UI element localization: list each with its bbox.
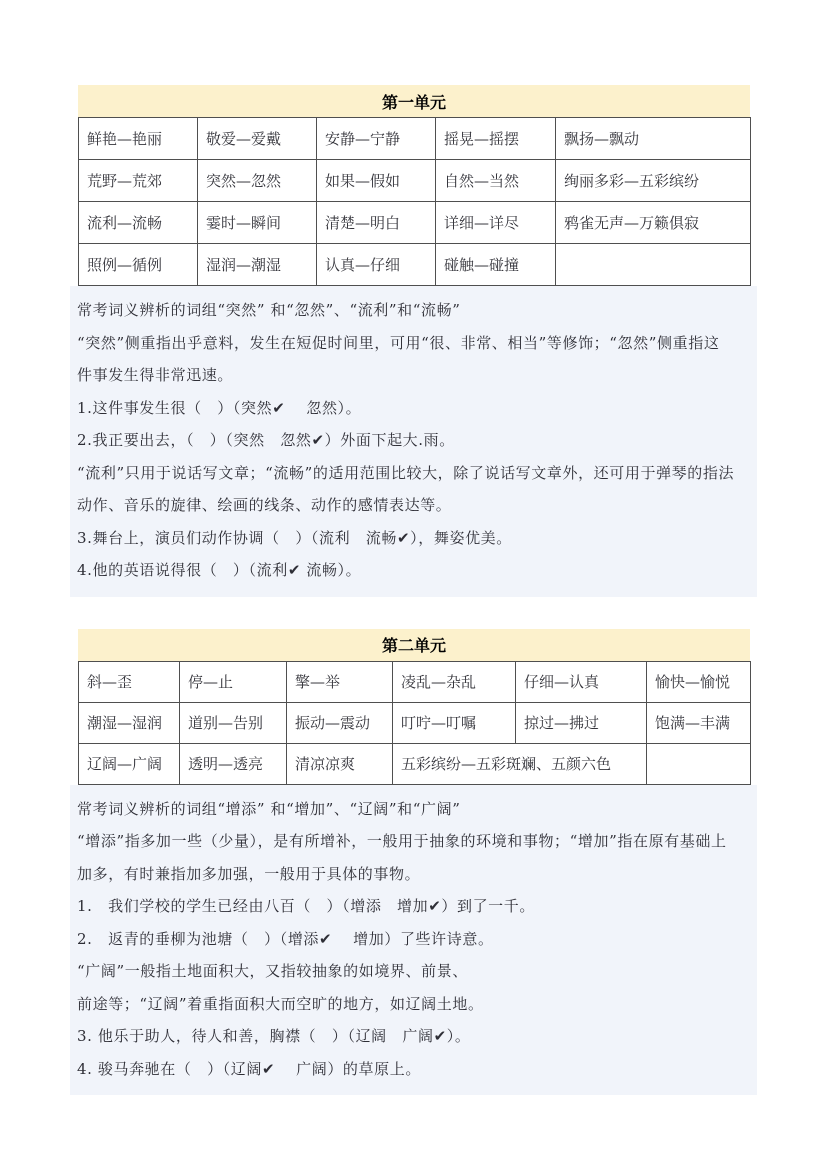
table-row (79, 743, 751, 784)
unit1-header (78, 85, 750, 117)
unit1-notes-panel (70, 286, 757, 597)
table-cell: 霎时—瞬间 (198, 202, 317, 244)
note-line: “广阔”一般指土地面积大，又指较抽象的如境界、前景、 (77, 962, 468, 980)
note-line: 3. 他乐于助人，待人和善，胸襟（ ）（辽阔 广阔✔）。 (77, 1027, 471, 1045)
note-line: 前途等；“辽阔”着重指面积大而空旷的地方，如辽阔土地。 (77, 994, 484, 1013)
table-cell: 鸦雀无声—万籁俱寂 (556, 202, 751, 244)
table-cell: 认真—仔细 (317, 244, 436, 286)
table-cell: 绚丽多彩—五彩缤纷 (556, 160, 751, 202)
note-line: 4.他的英语说得很（ ）（流利✔ 流畅）。 (77, 561, 362, 579)
unit2-title: 第二单元 (381, 636, 446, 655)
unit2-notes-panel (70, 785, 757, 1096)
note-line: 2. 返青的垂柳为池塘（ ）（增添✔ 增加）了些许诗意。 (77, 929, 494, 948)
note-line: 常考词义辨析的词组“突然” 和“忽然”、“流利”和“流畅” (77, 301, 461, 319)
table-cell: 擎—举 (287, 661, 393, 702)
table-cell (556, 244, 751, 286)
table-cell: 清凉凉爽 (287, 743, 393, 784)
table-cell: 叮咛—叮嘱 (393, 702, 516, 743)
table-cell: 流利—流畅 (79, 202, 198, 244)
note-line: 加多，有时兼指加多加强，一般用于具体的事物。 (77, 864, 421, 883)
note-line: “增添”指多加一些（少量），是有所增补，一般用于抽象的环境和事物；“增加”指在原有基础上 (77, 832, 727, 850)
table-cell: 愉快—愉悦 (647, 661, 751, 702)
table-cell: 飘扬—飘动 (556, 118, 751, 160)
note-line: 1. 我们学校的学生已经由八百（ ）（增添 增加✔）到了一千。 (77, 897, 535, 915)
table-cell: 清楚—明白 (317, 202, 436, 244)
table-cell: 照例—循例 (79, 244, 198, 286)
table-cell: 辽阔—广阔 (79, 743, 180, 784)
table-cell: 湿润—潮湿 (198, 244, 317, 286)
unit2-header (78, 629, 750, 661)
table-cell (647, 743, 751, 784)
table-cell: 五彩缤纷—五彩斑斓、五颜六色 (393, 743, 647, 784)
table-cell: 自然—当然 (436, 160, 556, 202)
table-row (79, 118, 751, 160)
table-cell: 掠过—拂过 (516, 702, 647, 743)
unit1-table-area (78, 85, 750, 286)
table-cell: 斜—歪 (79, 661, 180, 702)
table-row (79, 160, 751, 202)
unit1-title: 第一单元 (381, 92, 446, 112)
unit2-synonym-table (78, 661, 751, 785)
note-line: “突然”侧重指出乎意料，发生在短促时间里，可用“很、非常、相当”等修饰；“忽然”侧重指这 (77, 333, 720, 352)
table-cell: 详细—详尽 (436, 202, 556, 244)
table-cell: 凌乱—杂乱 (393, 661, 516, 702)
note-line: 常考词义辨析的词组“增添” 和“增加”、“辽阔”和“广阔” (77, 799, 461, 818)
table-row (79, 202, 751, 244)
unit1-synonym-table (78, 117, 751, 286)
unit2-table-area (78, 629, 750, 785)
table-cell: 振动—震动 (287, 702, 393, 743)
section-unit2 (0, 629, 827, 1096)
table-cell: 潮湿—湿润 (79, 702, 180, 743)
note-line: 动作、音乐的旋律、绘画的线条、动作的感情表达等。 (77, 496, 452, 514)
note-line: “流利”只用于说话写文章；“流畅”的适用范围比较大，除了说话写文章外，还可用于弹琴的指法 (77, 463, 735, 482)
table-row (79, 661, 751, 702)
note-line: 1.这件事发生很（ ）（突然✔ 忽然）。 (77, 398, 362, 417)
table-cell: 仔细—认真 (516, 661, 647, 702)
table-cell: 停—止 (180, 661, 287, 702)
table-cell: 透明—透亮 (180, 743, 287, 784)
table-cell: 突然—忽然 (198, 160, 317, 202)
note-line: 件事发生得非常迅速。 (77, 366, 234, 384)
table-cell: 碰触—碰撞 (436, 244, 556, 286)
table-cell: 饱满—丰满 (647, 702, 751, 743)
table-cell: 荒野—荒郊 (79, 160, 198, 202)
note-line: 3.舞台上，演员们动作协调（ ）（流利 流畅✔），舞姿优美。 (77, 528, 512, 547)
table-cell: 鲜艳—艳丽 (79, 118, 198, 160)
note-line: 2.我正要出去，（ ）（突然 忽然✔）外面下起大.雨。 (77, 431, 455, 449)
table-cell: 安静—宁静 (317, 118, 436, 160)
note-line: 4. 骏马奔驰在（ ）（辽阔✔ 广阔）的草原上。 (77, 1059, 421, 1078)
table-cell: 如果—假如 (317, 160, 436, 202)
table-row (79, 244, 751, 286)
table-cell: 敬爱—爱戴 (198, 118, 317, 160)
table-cell: 道别—告别 (180, 702, 287, 743)
table-row (79, 702, 751, 743)
table-cell: 摇晃—摇摆 (436, 118, 556, 160)
